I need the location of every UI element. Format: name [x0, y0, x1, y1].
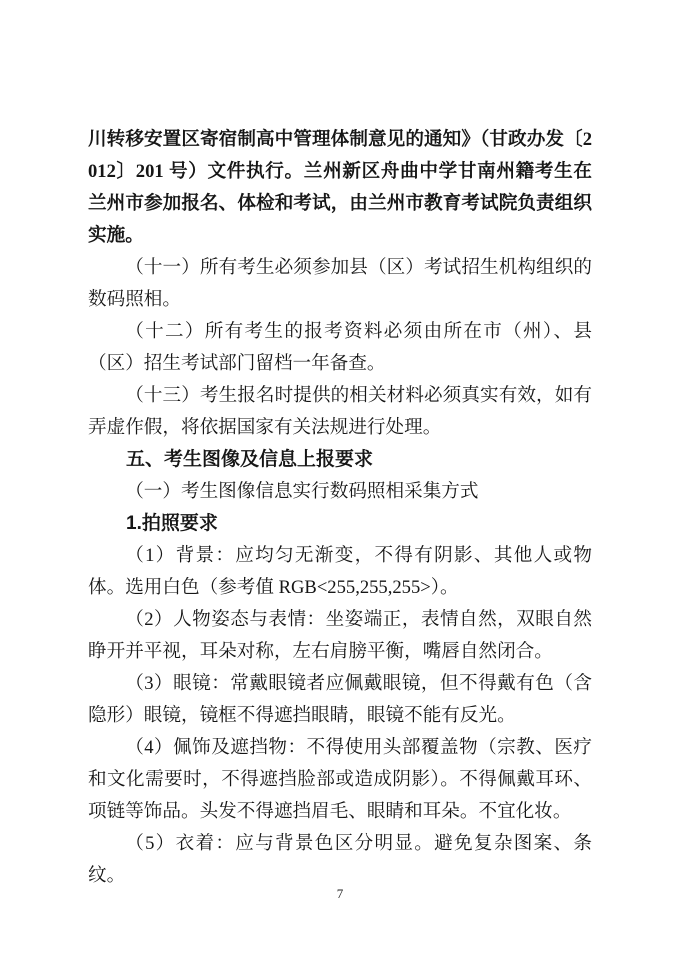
paragraph-continuation: 川转移安置区寄宿制高中管理体制意见的通知》（甘政办发〔2012〕201 号）文件执行。兰州新区舟曲中学甘南州籍考生在兰州市参加报名、体检和考试，由兰州市教育考试院负责组织实施。 [88, 129, 592, 246]
subsection-heading-photo-requirements: 1.拍照要求 [126, 513, 218, 534]
paragraph-rule-1-background: （1）背景：应均匀无渐变，不得有阴影、其他人或物体。选用白色（参考值 RGB<255,255,255>）。 [88, 545, 592, 598]
paragraph-subsection-1: （一）考生图像信息实行数码照相采集方式 [125, 481, 479, 502]
document-body [88, 124, 592, 892]
page-number: 7 [336, 886, 344, 901]
paragraph-item-12: （十二）所有考生的报考资料必须由所在市（州）、县（区）招生考试部门留档一年备查。 [88, 321, 592, 374]
section-heading-5: 五、考生图像及信息上报要求 [126, 449, 374, 470]
paragraph-item-11: （十一）所有考生必须参加县（区）考试招生机构组织的数码照相。 [88, 257, 592, 310]
paragraph-rule-4-accessories: （4）佩饰及遮挡物：不得使用头部覆盖物（宗教、医疗和文化需要时，不得遮挡脸部或造成阴影）。不得佩戴耳环、项链等饰品。头发不得遮挡眉毛、眼睛和耳朵。不宜化妆。 [88, 737, 592, 822]
paragraph-item-13: （十三）考生报名时提供的相关材料必须真实有效，如有弄虚作假，将依据国家有关法规进行处理。 [88, 385, 592, 438]
paragraph-rule-3-glasses: （3）眼镜：常戴眼镜者应佩戴眼镜，但不得戴有色（含隐形）眼镜，镜框不得遮挡眼睛，眼镜不能有反光。 [88, 673, 592, 726]
paragraph-rule-5-clothing: （5）衣着：应与背景色区分明显。避免复杂图案、条纹。 [88, 833, 592, 886]
paragraph-rule-2-posture: （2）人物姿态与表情：坐姿端正，表情自然，双眼自然睁开并平视，耳朵对称，左右肩膀平衡，嘴唇自然闭合。 [88, 609, 592, 662]
